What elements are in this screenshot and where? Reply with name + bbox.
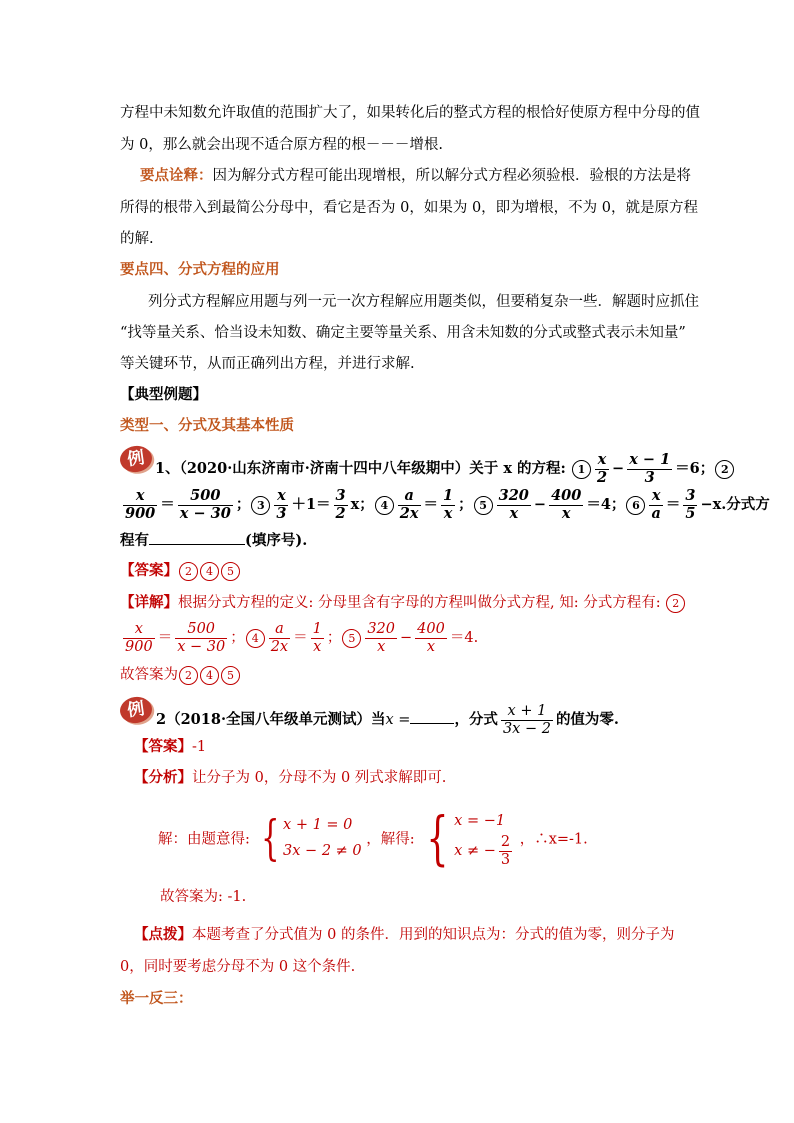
- circled-number-5: 5: [221, 666, 240, 685]
- numerator: 320: [367, 621, 396, 637]
- denominator: 2x: [270, 638, 289, 655]
- examples-header: 【典型例题】: [120, 386, 207, 403]
- example-1-tail-2: (填序号).: [245, 532, 308, 549]
- example-badge-1: 例: [118, 444, 153, 474]
- detail-label: 【详解】: [120, 594, 178, 611]
- equals-sign: ＝: [160, 496, 175, 514]
- fraction: [441, 488, 455, 522]
- numerator: x: [649, 488, 662, 506]
- minus-sign: −: [612, 460, 625, 478]
- numerator: x: [274, 488, 288, 506]
- semicolon: ；: [458, 496, 473, 514]
- example-2-prefix: 2（2018·全国八年级单元测试）当: [156, 711, 386, 729]
- minus-sign: −: [400, 630, 413, 647]
- fraction: [178, 488, 233, 522]
- answer-blank[interactable]: [149, 530, 245, 545]
- tip-2-line-1: [134, 925, 674, 945]
- denominator: x: [443, 504, 453, 522]
- circled-number-5: 5: [342, 629, 361, 648]
- circled-number-2: 2: [715, 460, 734, 479]
- numerator: a: [398, 488, 421, 506]
- equals-four: ＝4.: [449, 630, 479, 647]
- circled-number-3: 3: [251, 496, 270, 515]
- fraction: [549, 488, 583, 522]
- equals-six: ＝6；: [675, 460, 715, 478]
- equals-sign: ＝: [423, 496, 439, 514]
- fraction: [274, 488, 288, 522]
- circled-number-4: 4: [246, 629, 265, 648]
- fraction: [175, 621, 227, 655]
- denominator: x: [509, 504, 519, 522]
- key-note-line-2: 所得的根带入到最简公分母中，看它是否为 0，如果为 0，即为增根，不为 0，就是原方程: [120, 200, 698, 216]
- brace: {: [426, 804, 449, 873]
- example-1-prefix: 1、（2020·山东济南市·济南十四中八年级期中）关于 x 的方程:: [155, 460, 571, 478]
- minus-sign: −: [533, 496, 547, 514]
- analysis-2: [134, 768, 446, 788]
- fraction: [311, 621, 324, 655]
- numerator: 500: [175, 621, 227, 639]
- circled-number-4: 4: [375, 496, 394, 515]
- fraction: [683, 488, 697, 522]
- denominator: a: [651, 504, 661, 522]
- key-note-label: 要点诠释：: [140, 167, 213, 184]
- fraction: [398, 488, 421, 522]
- equals-sign: ＝: [665, 496, 681, 514]
- not-equal-prefix: x ≠ −: [454, 843, 496, 860]
- numerator: x − 1: [629, 451, 671, 468]
- key-note-line-1: [140, 166, 691, 186]
- brace: {: [260, 810, 279, 867]
- solution-2: [158, 804, 588, 873]
- numerator: a: [269, 621, 290, 639]
- equation-system-2: [419, 804, 515, 873]
- example-2-line: [156, 703, 619, 737]
- system-row: x = −1: [454, 813, 506, 829]
- fraction: [415, 621, 447, 655]
- example-2-mid: ，分式: [454, 711, 498, 729]
- denominator: x: [561, 504, 571, 522]
- denominator: x: [313, 638, 322, 655]
- system-row: 3x − 2 ≠ 0: [283, 843, 362, 860]
- denominator: 3: [644, 468, 655, 486]
- fraction: [269, 621, 290, 655]
- circled-answer-4: 4: [200, 562, 219, 581]
- circled-answer-2: 2: [179, 562, 198, 581]
- circled-number-4: 4: [200, 666, 219, 685]
- numerator: 500: [178, 488, 233, 506]
- analysis-text: 让分子为 0，分母不为 0 列式求解即可.: [192, 770, 447, 786]
- example-badge-2: 例: [118, 695, 153, 725]
- fraction: [649, 488, 662, 522]
- denominator: 900: [125, 638, 153, 655]
- fraction: [595, 452, 609, 486]
- answer-blank[interactable]: [410, 709, 454, 724]
- circled-answer-5: 5: [221, 562, 240, 581]
- denominator: x: [377, 638, 386, 655]
- plus-one: ＋1＝: [291, 496, 331, 514]
- solution-therefore: ，∴x=-1.: [519, 831, 588, 848]
- solution-mid: ，解得:: [366, 831, 415, 848]
- answer-2: [134, 737, 206, 757]
- section-paragraph-1: 列分式方程解应用题与列一元一次方程解应用题类似，但要稍复杂一些．解题时应抓住: [148, 294, 699, 310]
- denominator: 3x − 2: [502, 720, 551, 737]
- example-1-line-3: [120, 530, 307, 551]
- example-2-suffix: 的值为零.: [555, 711, 619, 729]
- answer-value: -1: [192, 739, 207, 755]
- denominator: 5: [685, 504, 696, 522]
- equals-four: ＝4；: [586, 496, 626, 514]
- circled-number-5: 5: [474, 496, 493, 515]
- numerator: 320: [498, 487, 529, 504]
- analysis-label: 【分析】: [134, 769, 192, 786]
- fraction: [365, 621, 397, 655]
- intro-line-2: 为 0，那么就会出现不适合原方程的根－－－增根.: [120, 137, 443, 153]
- section-paragraph-2: “找等量关系、恰当设未知数、确定主要等量关系、用含未知数的分式或整式表示未知量”: [120, 325, 686, 341]
- conclusion-2: 故答案为: -1.: [160, 889, 247, 905]
- detail-1-conclusion: [120, 665, 241, 685]
- system-row: x + 1 = 0: [283, 817, 353, 834]
- semicolon: ；: [235, 496, 251, 514]
- section-paragraph-3: 等关键环节，从而正确列出方程，并进行求解.: [120, 356, 415, 372]
- circled-number-1: 1: [572, 460, 591, 479]
- detail-text: 根据分式方程的定义: 分母里含有字母的方程叫做分式方程, 知: 分式方程有:: [178, 595, 666, 611]
- numerator: 400: [417, 621, 445, 637]
- circled-number-2: 2: [179, 666, 198, 685]
- fraction: [501, 703, 553, 737]
- fraction: [497, 488, 531, 522]
- numerator: x: [123, 488, 157, 506]
- key-note-text-1: 因为解分式方程可能出现增根，所以解分式方程必须验根．验根的方法是将: [212, 168, 691, 184]
- circled-number-2: 2: [666, 594, 685, 613]
- numerator: x: [123, 621, 155, 639]
- system-row: [454, 834, 515, 868]
- conclusion-text: 故答案为: [120, 667, 178, 683]
- numerator: 3: [685, 487, 696, 504]
- tip-text-1: 本题考查了分式值为 0 的条件．用到的知识点为：分式的值为零，则分子为: [192, 927, 675, 943]
- numerator: 3: [335, 487, 346, 504]
- equals-sign: ＝: [293, 630, 308, 647]
- denominator: 900: [125, 504, 156, 522]
- numerator: 1: [443, 487, 454, 504]
- answer-1: [120, 561, 241, 581]
- tip-label: 【点拨】: [134, 926, 192, 943]
- denominator: x: [426, 638, 436, 655]
- practice-title: 举一反三：: [120, 990, 193, 1007]
- intro-line-1: 方程中未知数允许取值的范围扩大了，如果转化后的整式方程的根恰好使原方程中分母的值: [120, 105, 700, 121]
- denominator: 2x: [399, 504, 419, 522]
- example-1-line-2: [120, 488, 770, 522]
- system-rows: [283, 812, 362, 864]
- numerator: 400: [551, 487, 582, 504]
- fraction: [123, 621, 155, 655]
- detail-1-line-1: [120, 593, 686, 613]
- denominator: 2: [596, 468, 608, 486]
- x-equals: x =: [385, 712, 411, 729]
- solution-lead: 解：由题意得:: [158, 831, 250, 848]
- answer-label: 【答案】: [134, 738, 192, 755]
- numerator: 1: [312, 621, 322, 637]
- denominator: 3: [276, 504, 287, 522]
- fraction: [627, 452, 672, 486]
- x-semicolon: x；: [350, 496, 374, 514]
- equation-system-1: [255, 810, 362, 867]
- fraction: [123, 488, 157, 522]
- example-1-line-1: [155, 452, 735, 486]
- numerator: 2: [500, 834, 511, 850]
- key-note-line-3: 的解.: [120, 231, 154, 247]
- semicolon: ；: [230, 630, 245, 647]
- semicolon: ；: [326, 630, 342, 647]
- equals-sign: ＝: [157, 630, 173, 647]
- answer-label: 【答案】: [120, 562, 178, 579]
- fraction: [334, 488, 348, 522]
- denominator: x − 30: [177, 638, 226, 655]
- detail-1-line-2: [120, 621, 478, 655]
- type-title: 类型一、分式及其基本性质: [120, 417, 294, 434]
- fraction: [499, 834, 512, 868]
- denominator: 3: [500, 851, 511, 868]
- section-title: 要点四、分式方程的应用: [120, 261, 280, 278]
- system-rows: [454, 808, 515, 868]
- denominator: x − 30: [179, 504, 231, 522]
- denominator: 2: [335, 504, 346, 522]
- example-1-tail-1: 程有: [120, 532, 149, 549]
- minus-x: −x.分式方: [700, 496, 770, 514]
- numerator: x: [595, 452, 609, 470]
- numerator: x + 1: [501, 703, 553, 721]
- tip-2-line-2: 0，同时要考虑分母不为 0 这个条件.: [120, 959, 356, 975]
- circled-number-6: 6: [626, 496, 645, 515]
